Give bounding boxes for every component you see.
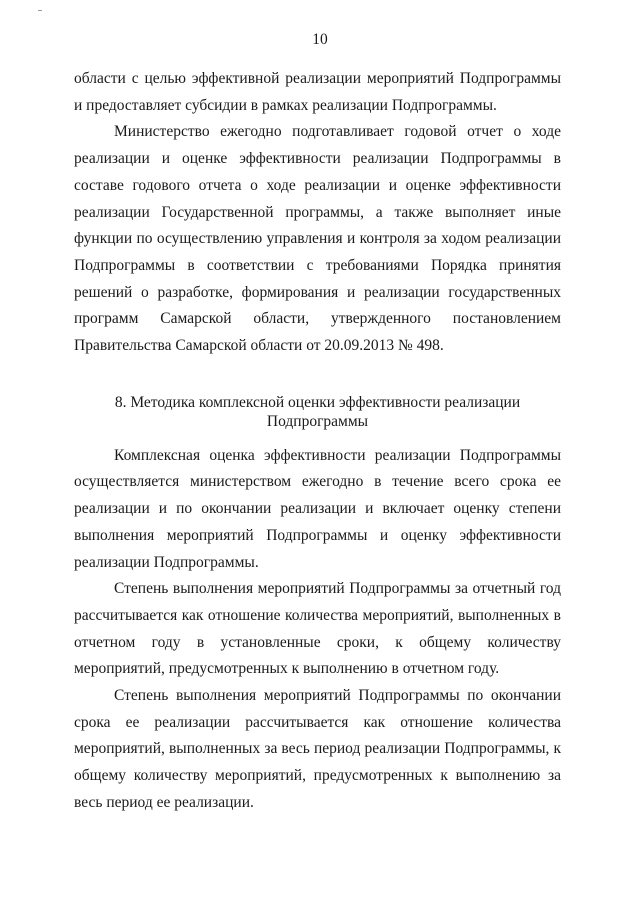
paragraph-yearly-degree: Степень выполнения мероприятий Подпрограммы за отчетный год рассчитывается как отношение количества мероприятий, выполненных в отчетном году в установленные сроки, к общему количеству мероприятий, предусмотренных к выполнению в отчетном году. (74, 580, 561, 678)
paragraph-final-degree: Степень выполнения мероприятий Подпрограммы по окончании срока ее реализации рассчитывается как отношение количества мероприятий, выполненных за весь период реализации Подпрограммы, к общему количеству мероприятий, предусмотренных к выполнению за весь период ее реализации. (74, 687, 561, 811)
document-body (74, 66, 561, 817)
page-number: 10 (312, 31, 328, 48)
paragraph-annual-report: Министерство ежегодно подготавливает годовой отчет о ходе реализации и оценке эффективности реализации Подпрограммы в составе годового отчета о ходе реализации и оценке эффективности реализации Государственной программы, а также выполняет иные функции по осуществлению управления и контроля за ходом реализации Подпрограммы в соответствии с требованиями Порядка принятия решений о разработке, формирования и реализации государственных программ Самарской области, утвержденного постановлением Правительства Самарской области от 20.09.2013 № 498. (74, 123, 561, 355)
paragraph-continuation: области с целью эффективной реализации мероприятий Подпрограммы и предоставляет субсидии в рамках реализации Подпрограммы. (74, 70, 561, 114)
section-heading-line2: Подпрограммы (266, 412, 369, 430)
scan-mark (38, 10, 42, 11)
paragraph-complex-assessment: Комплексная оценка эффективности реализации Подпрограммы осуществляется министерством ежегодно в течение всего срока ее реализации и по окончании реализации и включает оценку степени выполнения мероприятий Подпрограммы и оценку эффективности реализации Подпрограммы. (74, 446, 561, 571)
section-heading-line1: 8. Методика комплексной оценки эффективности реализации (114, 393, 521, 411)
